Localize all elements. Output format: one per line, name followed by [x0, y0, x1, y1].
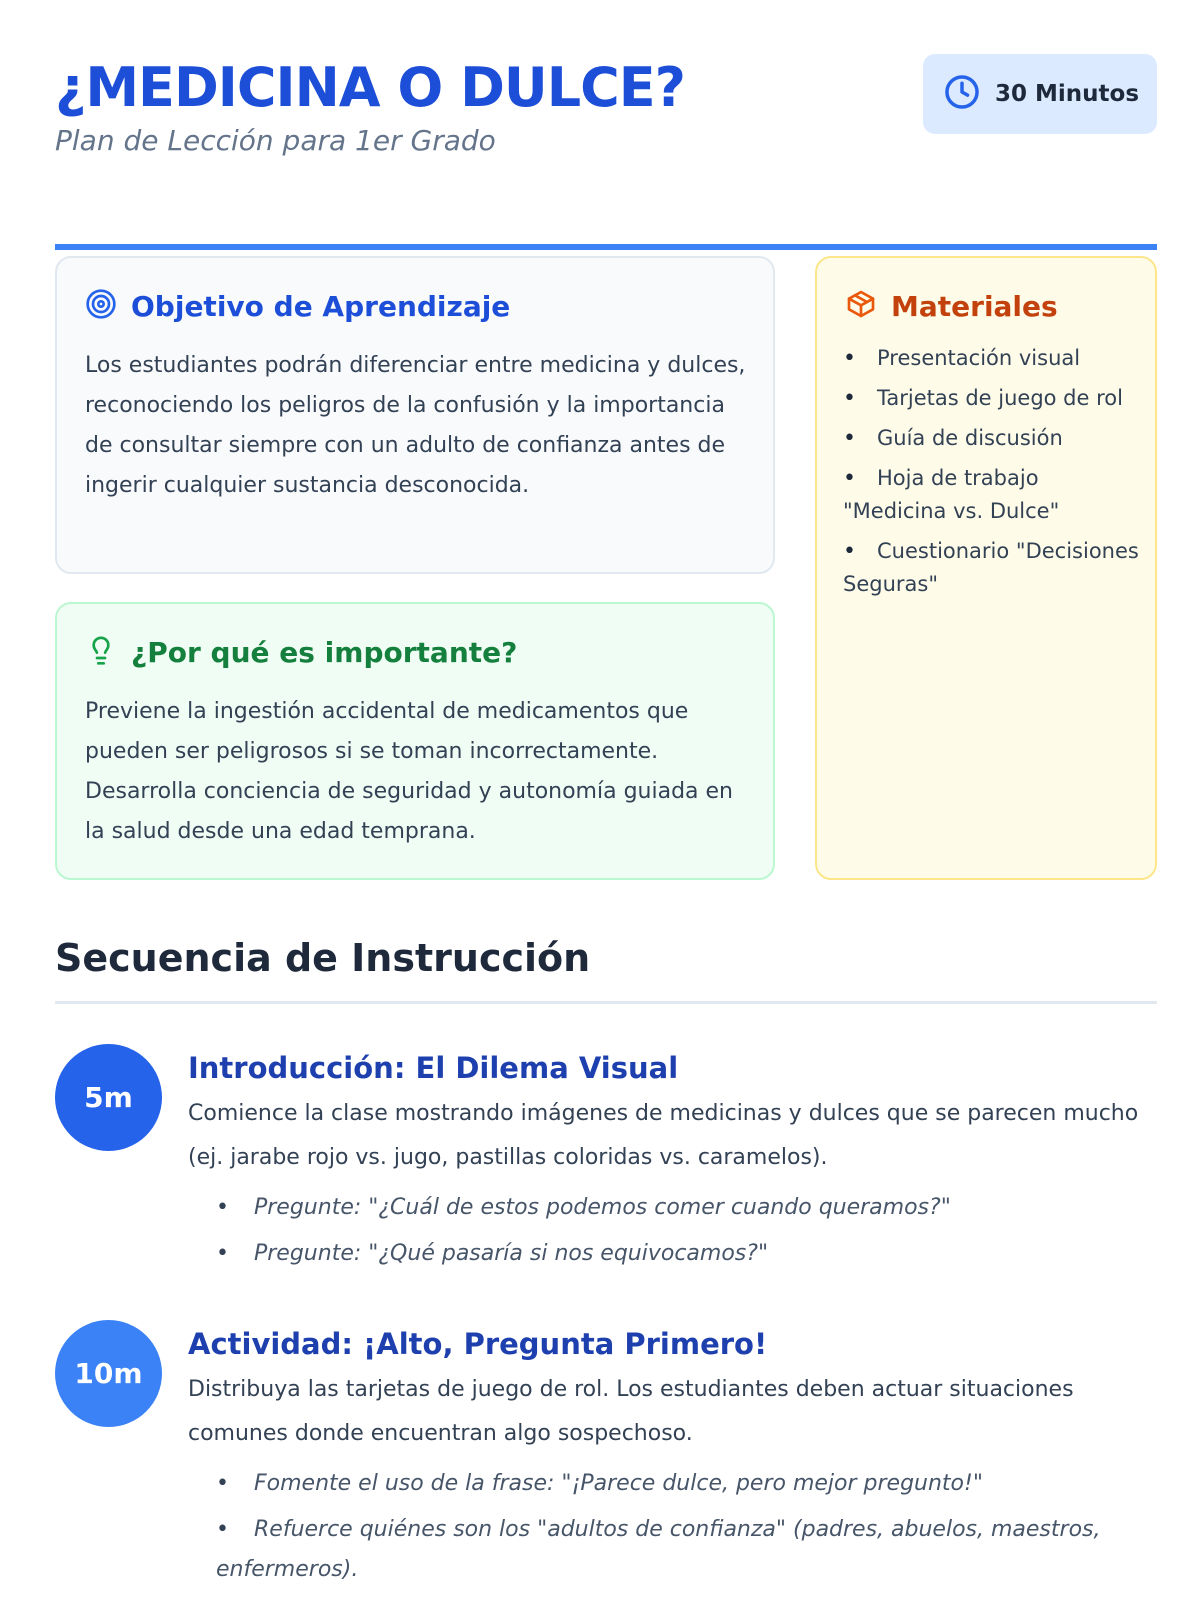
list-item — [843, 535, 1141, 601]
lesson-plan-page — [55, 0, 1157, 1600]
step-time-badge: 10m — [55, 1320, 162, 1427]
list-item — [216, 1464, 1157, 1504]
page-subtitle: Plan de Lección para 1er Grado — [55, 124, 496, 157]
importance-header — [85, 634, 517, 670]
list-item — [216, 1234, 1157, 1274]
step-title: Introducción: El Dilema Visual — [188, 1051, 679, 1085]
material-label: Presentación visual — [877, 346, 1081, 370]
material-label: Cuestionario "Decisiones Seguras" — [843, 539, 1139, 596]
materials-list — [843, 342, 1141, 608]
list-item — [843, 382, 1141, 415]
step-content — [188, 1048, 1157, 1280]
material-label: Guía de discusión — [877, 426, 1063, 450]
clock-icon — [943, 73, 981, 115]
importance-title: ¿Por qué es importante? — [131, 635, 518, 669]
lightbulb-icon — [85, 634, 117, 670]
duration-label: 30 Minutos — [995, 81, 1140, 107]
box-icon — [845, 288, 877, 324]
step-description: Comience la clase mostrando imágenes de medicinas y dulces que se parecen mucho (ej. jarabe rojo vs. jugo, pastillas coloridas vs. caramelos). — [188, 1101, 1139, 1170]
step-point: Pregunte: "¿Cuál de estos podemos comer cuando queramos?" — [254, 1195, 951, 1220]
materials-card — [815, 256, 1157, 880]
objective-header — [85, 288, 510, 324]
step-points — [188, 1464, 1157, 1590]
step-point: Fomente el uso de la frase: "¡Parece dulce, pero mejor pregunto!" — [254, 1471, 983, 1496]
step-time-badge: 5m — [55, 1044, 162, 1151]
target-icon — [85, 288, 117, 324]
material-label: Tarjetas de juego de rol — [877, 386, 1123, 410]
step-title: Actividad: ¡Alto, Pregunta Primero! — [188, 1327, 768, 1361]
objective-text: Los estudiantes podrán diferenciar entre medicina y dulces, reconociendo los peligros de la confusión y la importancia de consultar siempre con un adulto de confianza antes de ingerir cualquier sustancia desconocida. — [85, 353, 746, 498]
materials-header — [845, 288, 1058, 324]
header-divider — [55, 244, 1157, 250]
sequence-heading: Secuencia de Instrucción — [55, 936, 591, 980]
step-points — [188, 1188, 1157, 1274]
step-description: Distribuya las tarjetas de juego de rol. Los estudiantes deben actuar situaciones comunes donde encuentran algo sospechoso. — [188, 1377, 1074, 1446]
objective-card — [55, 256, 775, 574]
duration-badge — [923, 54, 1157, 134]
list-item — [216, 1188, 1157, 1228]
material-label: Hoja de trabajo "Medicina vs. Dulce" — [843, 466, 1060, 523]
importance-card — [55, 602, 775, 880]
page-header — [55, 52, 1157, 202]
page-title: ¿MEDICINA O DULCE? — [55, 56, 685, 119]
list-item — [216, 1510, 1157, 1590]
step-point: Refuerce quiénes son los "adultos de confianza" (padres, abuelos, maestros, enfermeros). — [216, 1517, 1101, 1582]
objective-title: Objetivo de Aprendizaje — [131, 289, 511, 323]
importance-text: Previene la ingestión accidental de medicamentos que pueden ser peligrosos si se toman incorrectamente. Desarrolla conciencia de seguridad y autonomía guiada en la salud desde una edad temprana. — [85, 699, 733, 844]
list-item — [843, 342, 1141, 375]
step-content — [188, 1324, 1157, 1596]
materials-title: Materiales — [891, 289, 1058, 323]
list-item — [843, 462, 1141, 528]
sequence-divider — [55, 1001, 1157, 1004]
step-point: Pregunte: "¿Qué pasaría si nos equivocamos?" — [254, 1241, 769, 1266]
list-item — [843, 422, 1141, 455]
